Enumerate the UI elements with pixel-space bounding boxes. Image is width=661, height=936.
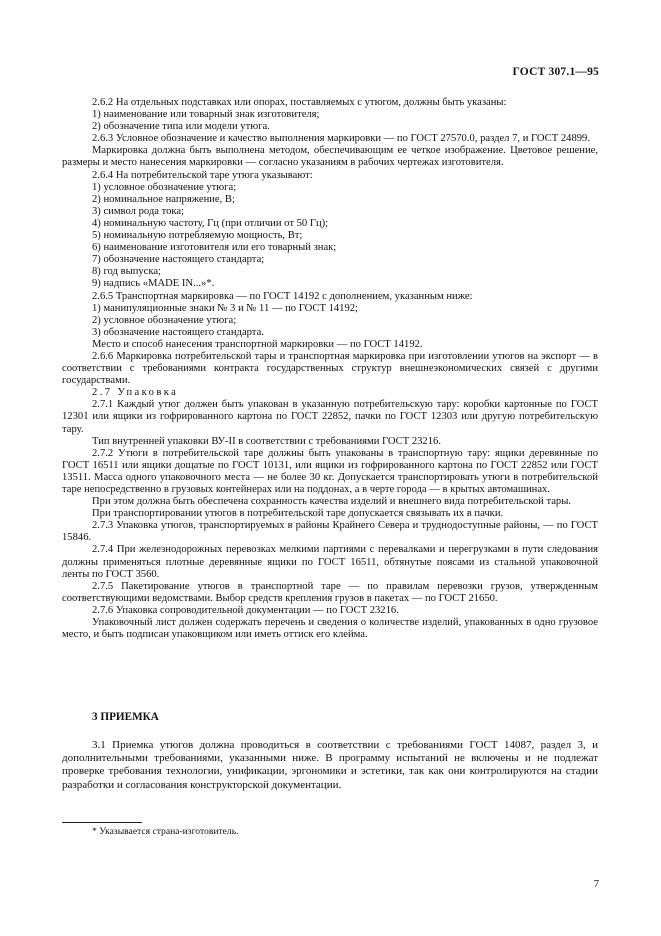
body-text: [62, 97, 598, 641]
footnote-divider: [62, 822, 142, 823]
paragraph: 2.7.5 Пакетирование утюгов в транспортной таре — по правилам перевозки грузов, утвержденным соответствующими ведомствами. Выбор средств крепления грузов в пакетах — по ГОСТ 21650.: [62, 580, 598, 604]
list-item: 8) год выпуска;: [92, 266, 162, 278]
list-item: 2) обозначение типа или модели утюга.: [92, 121, 270, 133]
list-item: 7) обозначение настоящего стандарта;: [92, 254, 265, 266]
list-item: 2) условное обозначение утюга;: [92, 314, 237, 326]
list-item: 3) обозначение настоящего стандарта.: [92, 326, 264, 338]
paragraph: 2.7 Упаковка: [92, 387, 179, 399]
paragraph: При транспортировании утюгов в потребительской таре допускается связывать их в пачки.: [92, 508, 504, 520]
list-item: 2) номинальное напряжение, В;: [92, 193, 235, 205]
section-text: [62, 739, 598, 792]
section-title: 3 ПРИЕМКА: [92, 711, 159, 723]
section-paragraph: 3.1 Приемка утюгов должна проводиться в соответствии с требованиями ГОСТ 14087, раздел 3, и дополнительными требованиями, указанными ниже. В программу испытаний не включены и не подлежат проверке требования технологии, унификации, эргономики и эстетики, так как они контролируются на стадии разработки и согласования конструкторской документации.: [62, 739, 598, 791]
list-item: 1) условное обозначение утюга;: [92, 181, 237, 193]
list-item: 5) номинальную потребляемую мощность, Вт;: [92, 230, 303, 242]
list-item: 4) номинальную частоту, Гц (при отличии от 50 Гц);: [92, 217, 329, 229]
paragraph: 2.6.5 Транспортная маркировка — по ГОСТ 14192 с дополнением, указанным ниже:: [92, 290, 473, 302]
paragraph: 2.6.2 На отдельных подставках или опорах, поставляемых с утюгом, должны быть указаны:: [92, 97, 507, 108]
paragraph: 2.7.1 Каждый утюг должен быть упакован в указанную потребительскую тару: коробки картонные по ГОСТ 12301 или ящики из гофрированного картона по ГОСТ 22852, пачки по ГОСТ 12303 или другую потребительскую тару.: [62, 399, 598, 435]
list-item: 3) символ рода тока;: [92, 205, 185, 217]
paragraph: 2.6.3 Условное обозначение и качество выполнения маркировки — по ГОСТ 27570.0, раздел 7, и ГОСТ 24899.: [92, 133, 590, 145]
document-code-header: ГОСТ 307.1—95: [512, 66, 599, 78]
paragraph: 2.7.2 Утюги в потребительской таре должны быть упакованы в транспортную тару: ящики деревянные по ГОСТ 16511 или ящики дощатые по ГОСТ 10131, или ящики из гофрированного картона по ГОСТ 22852 или ГОСТ 13511. Масса одного упаковочного места — не более 30 кг. Допускается транспортировать утюги в потребительской таре непосредственно в грузовых контейнерах или на поддонах, а в черте города — в крытых автомашинах.: [62, 447, 598, 495]
paragraph: При этом должна быть обеспечена сохранность качества изделий и внешнего вида потребительской тары.: [92, 496, 571, 508]
paragraph: Упаковочный лист должен содержать перечень и сведения о количестве изделий, упакованных в одно грузовое место, и быть подписан упаковщиком или иметь оттиск его клейма.: [62, 617, 598, 641]
footnote: * Указывается страна-изготовитель.: [92, 826, 239, 837]
list-item: 1) манипуляционные знаки № 3 и № 11 — по ГОСТ 14192;: [92, 302, 359, 314]
paragraph: 2.7.3 Упаковка утюгов, транспортируемых в районы Крайнего Севера и труднодоступные районы, — по ГОСТ 15846.: [62, 520, 598, 544]
paragraph: 2.7.4 При железнодорожных перевозках мелкими партиями с перевалками и перегрузками в пути следования должны применяться плотные деревянные ящики по ГОСТ 16511, обтянутые поясами из стальной упаковочной ленты по ГОСТ 3560.: [62, 544, 598, 580]
paragraph: 2.6.4 На потребительской таре утюга указывают:: [92, 169, 313, 181]
list-item: 1) наименование или товарный знак изготовителя;: [92, 109, 320, 121]
paragraph: 2.6.6 Маркировка потребительской тары и транспортная маркировка при изготовлении утюгов на экспорт — в соответствии с требованиями контракта государственных структур внешнеэкономических связей с другими государствами.: [62, 350, 598, 387]
paragraph: Место и способ нанесения транспортной маркировки — по ГОСТ 14192.: [92, 338, 423, 350]
list-item: 6) наименование изготовителя или его товарный знак;: [92, 242, 337, 254]
page-number: 7: [593, 879, 599, 890]
paragraph: Тип внутренней упаковки ВУ-II в соответствии с требованиями ГОСТ 23216.: [92, 435, 441, 447]
paragraph: 2.7.6 Упаковка сопроводительной документации — по ГОСТ 23216.: [92, 604, 399, 616]
paragraph: Маркировка должна быть выполнена методом, обеспечивающим ее четкое изображение. Цветовое решение, размеры и место нанесения маркировки — согласно указаниям в рабочих чертежах изготовителя.: [62, 145, 598, 169]
list-item: 9) надпись «MADE IN...»*.: [92, 278, 215, 290]
